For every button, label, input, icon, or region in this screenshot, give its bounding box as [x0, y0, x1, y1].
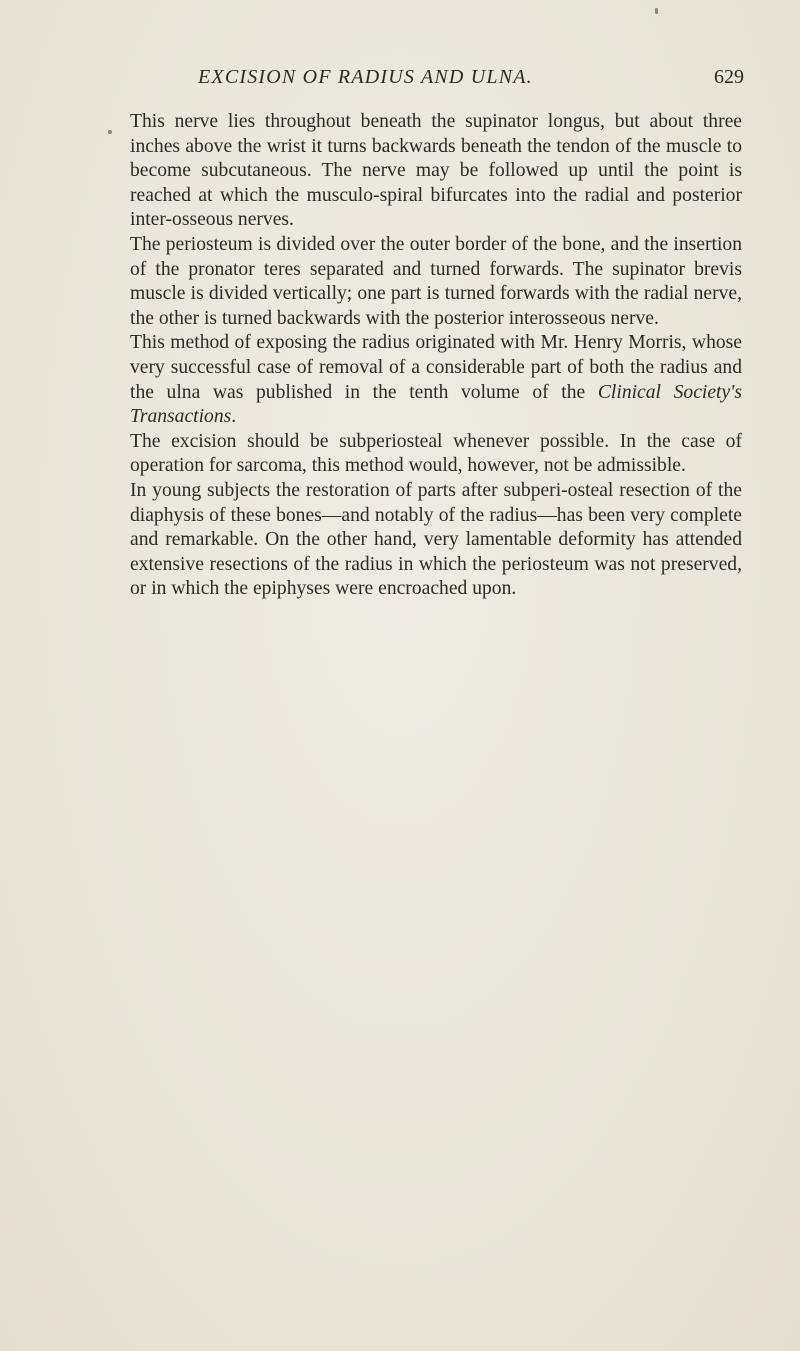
running-head [160, 66, 760, 96]
paragraph-5-text: In young subjects the restoration of parts after subperi-osteal resection of the diaphysis of these bones—and notably of the radius—has been very complete and remarkable. On the other hand, very lamentable deformity has attended extensive resections of the radius in which the periosteum was not preserved, or in which the epiphyses were encroached upon. [130, 479, 742, 600]
paragraph-2 [130, 233, 742, 331]
journal-title: Clinical Society's Transactions [130, 381, 742, 428]
margin-dot [108, 130, 112, 134]
paragraph-2-text: The periosteum is divided over the outer border of the bone, and the insertion of the pronator teres separated and turned forwards. The supinator brevis muscle is divided vertically; one part is turned forwards with the radial nerve, the other is turned backwards with the posterior interosseous nerve. [130, 233, 742, 329]
body-text [130, 110, 742, 602]
paragraph-1-text: This nerve lies throughout beneath the supinator longus, but about three inches above the wrist it turns backwards beneath the tendon of the muscle to become subcutaneous. The nerve may be followed up until the point is reached at which the musculo-spiral bifurcates into the radial and posterior inter-osseous nerves. [130, 111, 742, 231]
paragraph-4-text: The excision should be subperiosteal whenever possible. In the case of operation for sarcoma, this method would, however, not be admissible. [130, 430, 742, 477]
paragraph-5 [130, 479, 742, 602]
page-number: 629 [714, 66, 744, 88]
paragraph-4 [130, 430, 742, 479]
paragraph-1 [130, 110, 742, 233]
stray-ink-mark [655, 8, 658, 14]
paragraph-3 [130, 331, 742, 429]
running-title: EXCISION OF RADIUS AND ULNA. [198, 66, 533, 88]
paragraph-3-tail: . [231, 406, 237, 428]
paragraph-3-text: This method of exposing the radius originated with Mr. Henry Morris, whose very successful case of removal of a considerable part of both the radius and the ulna was published in the tenth volume of the [130, 332, 742, 403]
